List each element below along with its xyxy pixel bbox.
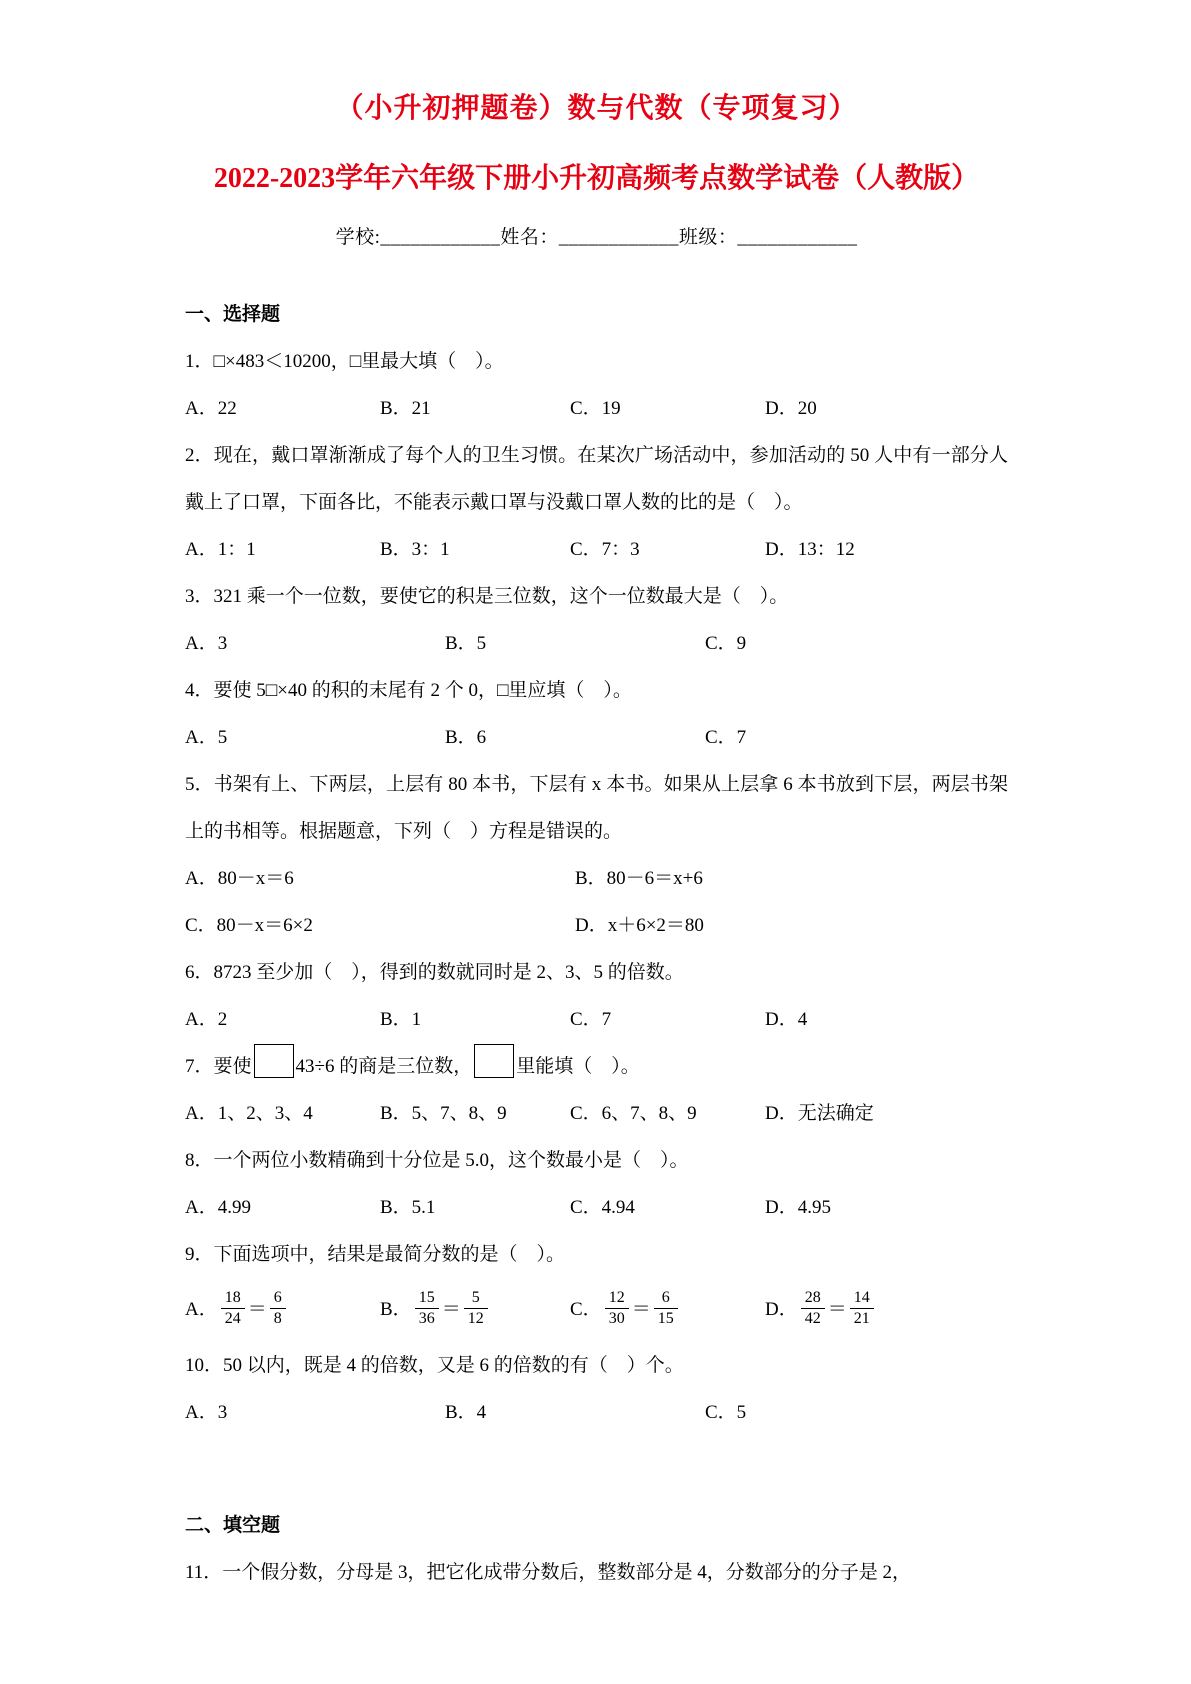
question-1-stem: 1．□×483＜10200，□里最大填（ ）。 <box>185 351 504 372</box>
question-6-stem: 6．8723 至少加（ ），得到的数就同时是 2、3、5 的倍数。 <box>185 962 684 983</box>
equals-sign: ＝ <box>441 1299 461 1320</box>
section-1-heading: 一、选择题 <box>185 304 281 325</box>
question-1-option-a: A．22 <box>185 398 237 419</box>
question-10 <box>185 1342 1008 1436</box>
question-9-option-a <box>185 1278 380 1342</box>
question-5-option-a: A．80－x＝6 <box>185 868 294 889</box>
question-10-option-c: C．5 <box>705 1402 747 1423</box>
option-label: B． <box>380 1299 412 1320</box>
question-4 <box>185 667 1008 761</box>
equals-sign: ＝ <box>247 1299 267 1320</box>
equals-sign: ＝ <box>631 1299 651 1320</box>
question-7 <box>185 1043 1008 1137</box>
question-4-option-b: B．6 <box>445 727 487 748</box>
question-2-option-b: B．3：1 <box>380 539 450 560</box>
question-5-option-d: D．x＋6×2＝80 <box>575 915 704 936</box>
question-7-option-a: A．1、2、3、4 <box>185 1103 313 1124</box>
question-6-options <box>185 996 1008 1043</box>
question-7-option-c: C．6、7、8、9 <box>570 1103 697 1124</box>
question-2 <box>185 432 1008 573</box>
school-name-class-line: 学校:____________姓名：____________班级：____________ <box>335 227 858 248</box>
question-7-stem-part3: 里能填（ ）。 <box>516 1056 640 1077</box>
question-10-option-a: A．3 <box>185 1402 228 1423</box>
equals-sign: ＝ <box>827 1299 847 1320</box>
question-3-options <box>185 620 1008 667</box>
question-7-stem-part2: 43÷6 的商是三位数， <box>295 1056 473 1077</box>
question-4-stem: 4．要使 5□×40 的积的末尾有 2 个 0，□里应填（ ）。 <box>185 680 632 701</box>
question-6-option-a: A．2 <box>185 1009 228 1030</box>
fraction: $\frac{15}{36}$ <box>415 1289 439 1329</box>
question-8-option-b: B．5.1 <box>380 1197 436 1218</box>
question-2-stem: 2．现在，戴口罩渐渐成了每个人的卫生习惯。在某次广场活动中，参加活动的 50 人中有一部分人戴上了口罩，下面各比，不能表示戴口罩与没戴口罩人数的比的是（ ）。 <box>185 445 1008 513</box>
question-3-option-c: C．9 <box>705 633 747 654</box>
question-5-options <box>185 855 1008 949</box>
question-2-option-a: A．1：1 <box>185 539 256 560</box>
question-8-option-c: C．4.94 <box>570 1197 635 1218</box>
question-9-options <box>185 1278 1008 1342</box>
fraction: $\frac{12}{30}$ <box>605 1289 629 1329</box>
empty-answer-box <box>254 1044 294 1078</box>
question-9 <box>185 1231 1008 1342</box>
question-2-option-d: D．13：12 <box>765 539 855 560</box>
question-7-option-d: D．无法确定 <box>765 1103 874 1124</box>
question-5-stem: 5．书架有上、下两层，上层有 80 本书，下层有 x 本书。如果从上层拿 6 本书放到下层，两层书架上的书相等。根据题意，下列（ ）方程是错误的。 <box>185 774 1008 842</box>
question-10-options <box>185 1389 1008 1436</box>
question-3-option-b: B．5 <box>445 633 487 654</box>
fraction: $\frac{5}{12}$ <box>464 1289 488 1329</box>
question-5-option-c: C．80－x＝6×2 <box>185 915 313 936</box>
question-9-stem: 9．下面选项中，结果是最简分数的是（ ）。 <box>185 1244 566 1265</box>
question-6-option-c: C．7 <box>570 1009 612 1030</box>
question-10-option-b: B．4 <box>445 1402 487 1423</box>
question-8-stem: 8．一个两位小数精确到十分位是 5.0，这个数最小是（ ）。 <box>185 1150 689 1171</box>
question-5-option-b: B．80－6＝x+6 <box>575 868 703 889</box>
question-2-options <box>185 526 1008 573</box>
question-6-option-d: D．4 <box>765 1009 808 1030</box>
question-6 <box>185 949 1008 1043</box>
page-subtitle: 2022-2023学年六年级下册小升初高频考点数学试卷（人教版） <box>213 163 980 194</box>
question-9-option-d <box>765 1278 1008 1342</box>
question-3-stem: 3．321 乘一个一位数，要使它的积是三位数，这个一位数最大是（ ）。 <box>185 586 789 607</box>
fraction: $\frac{28}{42}$ <box>801 1289 825 1329</box>
question-8-options <box>185 1184 1008 1231</box>
question-4-option-a: A．5 <box>185 727 228 748</box>
question-7-stem-part1: 7．要使 <box>185 1056 252 1077</box>
fraction: $\frac{6}{15}$ <box>654 1289 678 1329</box>
question-1-option-d: D．20 <box>765 398 817 419</box>
empty-answer-box <box>474 1044 514 1078</box>
question-7-options <box>185 1090 1008 1137</box>
question-9-option-c <box>570 1278 765 1342</box>
question-4-option-c: C．7 <box>705 727 747 748</box>
question-1-options <box>185 385 1008 432</box>
option-label: D． <box>765 1299 798 1320</box>
question-2-option-c: C．7：3 <box>570 539 640 560</box>
question-6-option-b: B．1 <box>380 1009 422 1030</box>
question-1 <box>185 338 1008 432</box>
question-5 <box>185 761 1008 949</box>
question-3-option-a: A．3 <box>185 633 228 654</box>
question-4-options <box>185 714 1008 761</box>
question-7-option-b: B．5、7、8、9 <box>380 1103 507 1124</box>
question-8 <box>185 1137 1008 1231</box>
fraction: $\frac{18}{24}$ <box>221 1289 245 1329</box>
section-2-heading: 二、填空题 <box>185 1515 281 1536</box>
question-1-option-c: C．19 <box>570 398 621 419</box>
question-11-stem: 11．一个假分数，分母是 3，把它化成带分数后，整数部分是 4，分数部分的分子是 2， <box>185 1562 912 1583</box>
question-9-option-b <box>380 1278 570 1342</box>
option-label: A． <box>185 1299 218 1320</box>
question-11 <box>185 1549 1008 1596</box>
fraction: $\frac{6}{8}$ <box>270 1289 286 1329</box>
question-7-stem <box>185 1043 1008 1090</box>
fraction: $\frac{14}{21}$ <box>850 1289 874 1329</box>
page-title: （小升初押题卷）数与代数（专项复习） <box>335 93 858 124</box>
question-8-option-d: D．4.95 <box>765 1197 831 1218</box>
question-3 <box>185 573 1008 667</box>
question-1-option-b: B．21 <box>380 398 431 419</box>
option-label: C． <box>570 1299 602 1320</box>
question-8-option-a: A．4.99 <box>185 1197 251 1218</box>
question-10-stem: 10．50 以内，既是 4 的倍数，又是 6 的倍数的有（ ）个。 <box>185 1355 684 1376</box>
